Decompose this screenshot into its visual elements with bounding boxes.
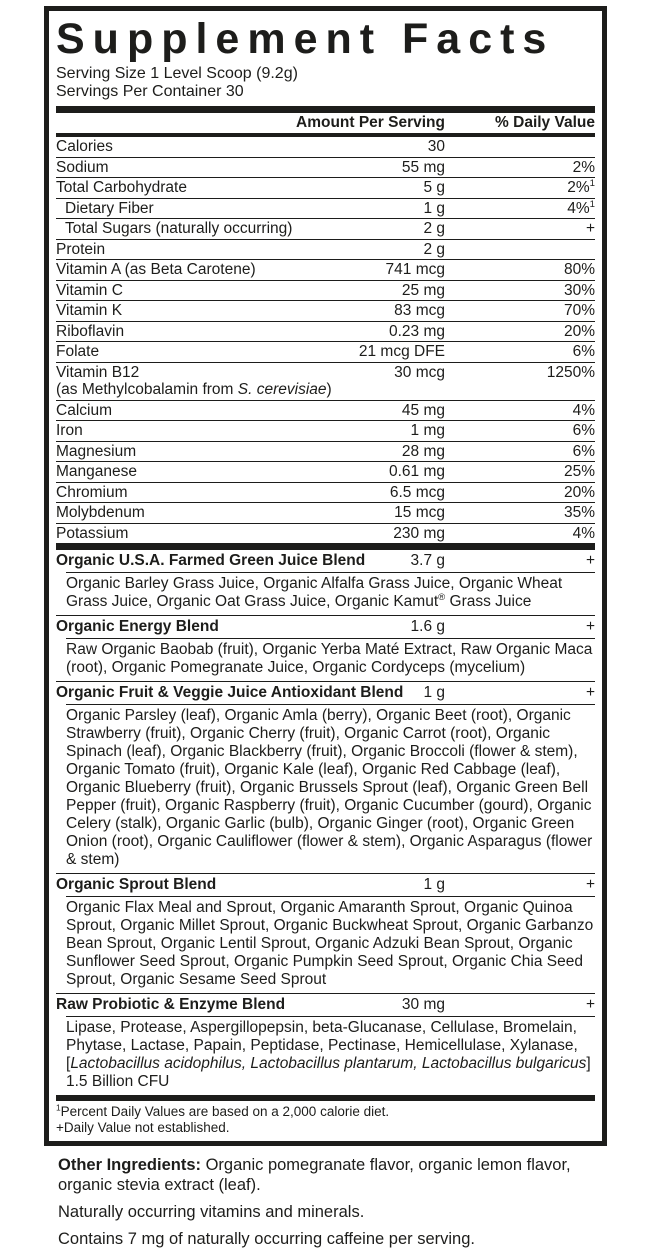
nutrient-amount: 6.5 mcg [389,483,445,501]
nutrient-daily-value: 1250% [546,363,595,381]
nutrient-amount: 45 mg [401,401,445,419]
nutrient-name-amount [56,159,445,177]
table-row [56,503,595,524]
table-row [56,301,595,322]
below-panel-notes [58,1155,610,1249]
nutrient-amount: 741 mcg [385,261,445,278]
nutrient-name-amount [56,138,445,156]
nutrient-amount: 55 mg [401,158,445,176]
servings-per-container: Servings Per Container 30 [56,83,244,100]
blend-name: Organic Fruit & Veggie Juice Antioxidant Blend [56,684,404,701]
nutrient-daily-value: 4%$^1$ [567,198,595,217]
nutrient-name: Riboflavin [56,322,125,340]
nutrient-amount: 28 mg [401,442,445,460]
table-row [56,281,595,302]
blend-section [56,681,595,873]
nutrient-name-amount [56,504,445,522]
supplement-facts-panel [44,6,607,1146]
blend-section [56,993,595,1095]
nutrient-amount: 25 mg [401,281,445,299]
nutrient-name: Sodium [56,158,109,176]
nutrient-name-amount [56,463,445,481]
supplement-facts-title: Supplement Facts [56,15,555,63]
nutrient-amount: 1 mg [410,422,445,439]
footnotes [56,1101,595,1141]
thick-divider-top [56,106,595,113]
blend-amount: 3.7 g [410,552,445,569]
column-header-amount: Amount Per Serving [296,114,445,131]
footnote-dv-not-established: +Daily Value not established. [56,1120,230,1135]
table-row [56,363,595,401]
nutrient-amount: 0.61 mg [388,463,445,480]
blend-name-amount [56,618,445,636]
table-row [56,462,595,483]
table-row [56,322,595,343]
nutrient-amount: 83 mcg [394,302,445,319]
nutrient-name-amount [56,282,445,300]
nutrient-name-amount [56,343,445,361]
nutrient-name: Potassium [56,524,129,542]
nutrient-amount: 30 [427,138,445,155]
nutrient-daily-value: 25% [563,463,595,480]
nutrient-amount: 2 g [423,220,445,237]
nutrient-name: Total Sugars (naturally occurring) [65,220,293,237]
nutrient-name-amount [56,220,445,238]
serving-size: Serving Size 1 Level Scoop (9.2g) [56,65,298,82]
nutrient-name: Iron [56,422,83,439]
nutrient-daily-value: 6% [572,422,595,439]
nutrient-name: Vitamin A (as Beta Carotene) [56,261,256,278]
serving-info [56,63,595,106]
nutrient-name: Vitamin B12 (as Methylcobalamin from S. cerevisiae) [56,363,332,398]
table-row [56,158,595,179]
nutrient-name: Calcium [56,401,112,419]
nutrient-daily-value: + [585,220,595,237]
nutrient-name-subline: (as Methylcobalamin from S. cerevisiae) [56,381,332,398]
blend-name-amount [56,876,445,894]
blend-ingredients: Organic Flax Meal and Sprout, Organic Amaranth Sprout, Organic Quinoa Sprout, Organic Millet Sprout, Organic Buckwheat Sprout, Organic Garbanzo Bean Sprout, Organic Lentil Sprout, Organic Adzuki Bean Sprout, Organic Sunflower Seed Sprout, Organic Pumpkin Seed Sprout, Organic Chia Seed Sprout, Organic Sesame Seed Sprout [66,896,595,993]
blend-name: Raw Probiotic & Enzyme Blend [56,996,286,1013]
nutrient-amount: 30 mcg [394,363,445,381]
table-row [56,442,595,463]
blend-header-row [56,874,595,896]
nutrient-name: Molybdenum [56,504,145,521]
table-row [56,178,595,199]
nutrient-name-amount [56,323,445,341]
blend-daily-value: + [585,876,595,893]
nutrient-name-amount [56,364,445,399]
table-row [56,342,595,363]
column-header-row [56,113,595,133]
nutrient-name: Magnesium [56,442,137,460]
column-header-daily-value: % Daily Value [495,114,595,131]
nutrient-daily-value: 4% [572,401,595,419]
blend-name-amount [56,996,445,1014]
nutrient-amount: 15 mcg [394,504,445,521]
table-row [56,219,595,240]
blend-header-row [56,616,595,638]
footnote-daily-values: $^1$Percent Daily Values are based on a 2,000 calorie diet. [56,1102,390,1119]
nutrient-name-amount [56,484,445,502]
blend-sections [56,550,595,1095]
nutrient-name-amount [56,443,445,461]
nutrient-name: Folate [56,343,100,360]
nutrient-amount: 21 mcg DFE [358,343,445,360]
blend-ingredients: Organic Barley Grass Juice, Organic Alfalfa Grass Juice, Organic Wheat Grass Juice, Organic Oat Grass Juice, Organic Kamut® Grass Juice [66,572,595,615]
blend-section [56,550,595,615]
nutrient-name: Protein [56,240,106,258]
nutrient-name-amount [56,179,445,197]
nutrient-name: Vitamin C [56,281,123,299]
blend-amount: 1 g [423,876,445,893]
nutrient-name: Calories [56,138,113,155]
nutrient-name: Total Carbohydrate [56,179,187,196]
blend-section [56,873,595,993]
blend-header-row [56,994,595,1016]
blend-daily-value: + [585,996,595,1013]
nutrient-name-amount [56,200,445,218]
nutrient-daily-value: 6% [572,343,595,360]
note-vitamins: Naturally occurring vitamins and minerals. [58,1203,365,1221]
blend-amount: 1.6 g [410,618,445,635]
table-row [56,401,595,422]
blend-name: Organic Sprout Blend [56,876,217,893]
nutrient-daily-value: 6% [572,442,595,460]
table-row [56,524,595,544]
note-caffeine: Contains 7 mg of naturally occurring caffeine per serving. [58,1230,475,1248]
nutrient-amount: 2 g [423,240,445,258]
nutrient-name-amount [56,402,445,420]
nutrient-name-amount [56,302,445,320]
nutrient-table [56,137,595,543]
blend-name-amount [56,684,445,702]
nutrient-daily-value: 2% [572,158,595,176]
blend-daily-value: + [585,618,595,635]
nutrient-daily-value: 70% [563,302,595,319]
blend-ingredients: Raw Organic Baobab (fruit), Organic Yerba Maté Extract, Raw Organic Maca (root), Organic Pomegranate Juice, Organic Cordyceps (mycelium) [66,638,595,681]
blend-daily-value: + [585,684,595,701]
nutrient-daily-value: 20% [563,322,595,340]
nutrient-daily-value: 35% [563,504,595,521]
blend-daily-value: + [585,552,595,569]
other-ingredients: Other Ingredients: Organic pomegranate flavor, organic lemon flavor, organic stevia extract (leaf). [58,1156,571,1194]
blend-name: Organic Energy Blend [56,618,219,635]
blend-amount: 30 mg [401,996,445,1013]
nutrient-daily-value: 20% [563,483,595,501]
nutrient-amount: 5 g [423,179,445,196]
blend-section [56,615,595,681]
table-row [56,240,595,261]
nutrient-daily-value: 4% [572,524,595,542]
table-row [56,260,595,281]
table-row [56,483,595,504]
nutrient-daily-value: 2%$^1$ [567,177,595,196]
blend-ingredients: Lipase, Protease, Aspergillopepsin, beta-Glucanase, Cellulase, Bromelain, Phytase, Lactase, Papain, Peptidase, Pectinase, Hemicellulase, Xylanase, [Lactobacillus acidophilus, Lactobacillus plantarum, Lactobacillus bulgaricus] 1.5 Billion CFU [66,1016,595,1095]
thick-divider-blends [56,543,595,550]
nutrient-amount: 1 g [423,199,445,217]
blend-name: Organic U.S.A. Farmed Green Juice Blend [56,552,366,569]
table-row [56,137,595,158]
nutrient-name-amount [56,525,445,543]
nutrient-amount: 230 mg [393,524,445,542]
nutrient-daily-value: 30% [563,281,595,299]
table-row [56,199,595,220]
nutrient-daily-value: 80% [563,261,595,278]
nutrient-name: Dietary Fiber [65,199,154,217]
blend-ingredients: Organic Parsley (leaf), Organic Amla (berry), Organic Beet (root), Organic Strawberry (fruit), Organic Cherry (fruit), Organic Carrot (root), Organic Spinach (leaf), Organic Blackberry (fruit), Organic Broccoli (flower & stem), Organic Tomato (fruit), Organic Kale (leaf), Organic Red Cabbage (leaf), Organic Blueberry (fruit), Organic Brussels Sprout (leaf), Organic Green Bell Pepper (fruit), Organic Raspberry (fruit), Organic Cucumber (gourd), Organic Celery (stalk), Organic Garlic (bulb), Organic Ginger (root), Organic Green Onion (root), Organic Cauliflower (flower & stem), Organic Asparagus (flower & stem) [66,704,595,873]
nutrient-name: Chromium [56,483,128,501]
table-row [56,421,595,442]
blend-name-amount [56,552,445,570]
nutrient-name-amount [56,422,445,440]
blend-amount: 1 g [423,684,445,701]
nutrient-name: Manganese [56,463,138,480]
blend-header-row [56,550,595,572]
nutrient-name-amount [56,261,445,279]
nutrient-name: Vitamin K [56,302,123,319]
blend-header-row [56,682,595,704]
nutrient-name-amount [56,241,445,259]
nutrient-amount: 0.23 mg [388,322,445,340]
